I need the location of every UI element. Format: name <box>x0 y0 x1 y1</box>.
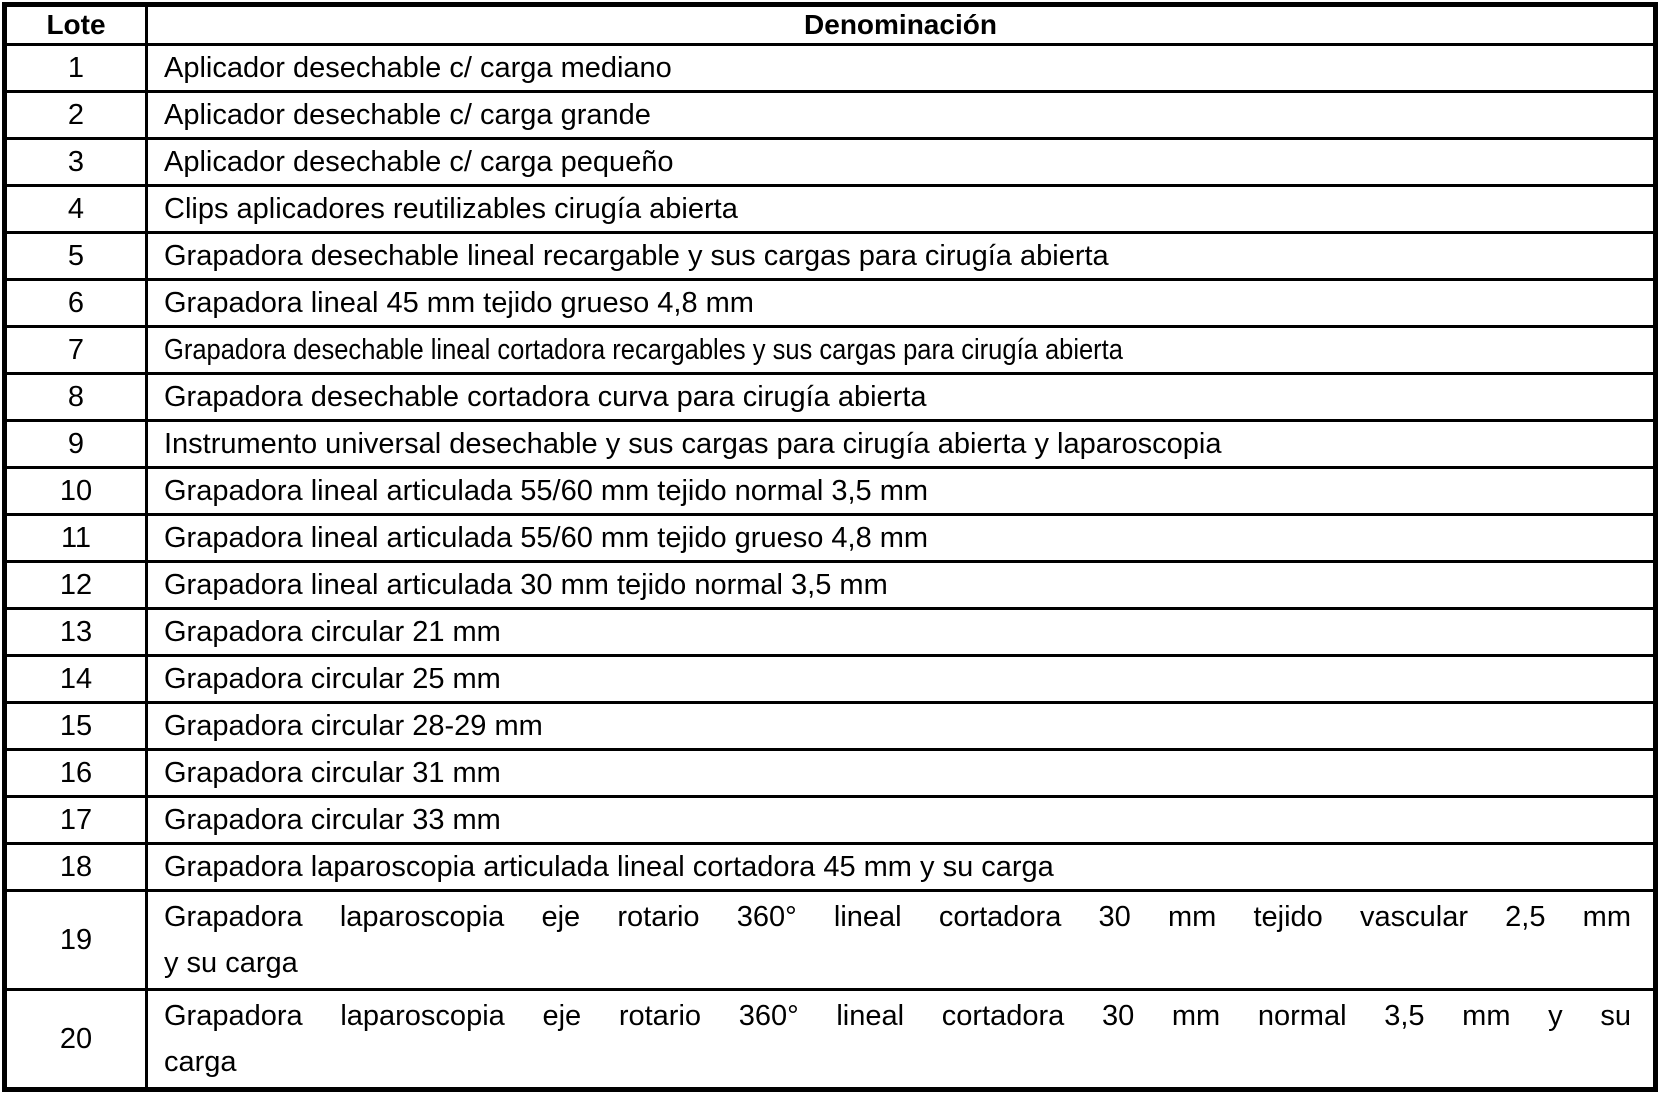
lote-cell: 14 <box>5 656 147 703</box>
denominacion-text: Grapadora circular 33 mm <box>164 804 501 836</box>
lote-cell: 10 <box>5 468 147 515</box>
denominacion-text: Grapadora desechable cortadora curva para cirugía abierta <box>164 381 927 413</box>
denominacion-text: Aplicador desechable c/ carga grande <box>164 99 651 131</box>
denominacion-cell <box>147 515 1656 562</box>
denominacion-cell <box>147 609 1656 656</box>
denominacion-text: Clips aplicadores reutilizables cirugía abierta <box>164 193 738 225</box>
table-row <box>5 990 1656 1090</box>
lote-cell: 8 <box>5 374 147 421</box>
lote-cell: 12 <box>5 562 147 609</box>
lote-cell: 19 <box>5 891 147 990</box>
table-row <box>5 233 1656 280</box>
denominacion-text: Grapadora desechable lineal recargable y sus cargas para cirugía abierta <box>164 240 1109 272</box>
denominacion-text: Grapadora circular 21 mm <box>164 616 501 648</box>
table-row <box>5 45 1656 92</box>
lote-cell: 5 <box>5 233 147 280</box>
denominacion-cell <box>147 703 1656 750</box>
denominacion-text: Grapadora lineal articulada 55/60 mm tejido grueso 4,8 mm <box>164 522 929 554</box>
denominacion-text: Grapadora desechable lineal cortadora recargables y sus cargas para cirugía abierta <box>164 334 1123 366</box>
denominacion-line: y su carga <box>164 947 298 979</box>
lote-cell: 2 <box>5 92 147 139</box>
denominacion-text: Instrumento universal desechable y sus cargas para cirugía abierta y laparoscopia <box>164 428 1222 460</box>
denominacion-text: Grapadora circular 31 mm <box>164 757 501 789</box>
lote-cell: 11 <box>5 515 147 562</box>
denominacion-line: Grapadora laparoscopia eje rotario 360° lineal cortadora 30 mm normal 3,5 mm y su <box>164 1000 1631 1032</box>
table-row <box>5 327 1656 374</box>
denominacion-cell <box>147 374 1656 421</box>
column-header-denominacion: Denominación <box>147 5 1656 45</box>
table-row <box>5 468 1656 515</box>
denominacion-text: Grapadora lineal 45 mm tejido grueso 4,8 mm <box>164 287 754 319</box>
lote-cell: 9 <box>5 421 147 468</box>
table-header <box>5 5 1656 45</box>
lote-cell: 16 <box>5 750 147 797</box>
lote-cell: 20 <box>5 990 147 1090</box>
denominacion-cell <box>147 468 1656 515</box>
lots-table <box>2 2 1658 1092</box>
table-row <box>5 609 1656 656</box>
denominacion-cell <box>147 797 1656 844</box>
table-row <box>5 797 1656 844</box>
table-row <box>5 374 1656 421</box>
lote-cell: 4 <box>5 186 147 233</box>
denominacion-line: Grapadora laparoscopia eje rotario 360° lineal cortadora 30 mm tejido vascular 2,5 mm <box>164 901 1631 933</box>
denominacion-text: Grapadora circular 28-29 mm <box>164 710 543 742</box>
denominacion-cell <box>147 139 1656 186</box>
denominacion-cell <box>147 186 1656 233</box>
denominacion-text: Grapadora circular 25 mm <box>164 663 501 695</box>
denominacion-cell <box>147 844 1656 891</box>
column-header-lote: Lote <box>5 5 147 45</box>
denominacion-cell <box>147 990 1656 1090</box>
table-row <box>5 186 1656 233</box>
denominacion-cell <box>147 891 1656 990</box>
denominacion-cell <box>147 327 1656 374</box>
denominacion-cell <box>147 562 1656 609</box>
denominacion-text: Aplicador desechable c/ carga pequeño <box>164 146 674 178</box>
table-row <box>5 656 1656 703</box>
denominacion-text: Grapadora lineal articulada 55/60 mm tejido normal 3,5 mm <box>164 475 929 507</box>
table-row <box>5 891 1656 990</box>
table-row <box>5 280 1656 327</box>
denominacion-cell <box>147 421 1656 468</box>
table-row <box>5 139 1656 186</box>
denominacion-text: Grapadora laparoscopia articulada lineal cortadora 45 mm y su carga <box>164 851 1054 883</box>
lote-cell: 3 <box>5 139 147 186</box>
table-row <box>5 92 1656 139</box>
denominacion-text: Grapadora lineal articulada 30 mm tejido normal 3,5 mm <box>164 569 888 601</box>
header-row <box>5 5 1656 45</box>
table-row <box>5 562 1656 609</box>
lote-cell: 15 <box>5 703 147 750</box>
denominacion-cell <box>147 45 1656 92</box>
lote-cell: 1 <box>5 45 147 92</box>
lote-cell: 13 <box>5 609 147 656</box>
denominacion-text: Aplicador desechable c/ carga mediano <box>164 52 672 84</box>
table-row <box>5 515 1656 562</box>
denominacion-cell <box>147 233 1656 280</box>
denominacion-cell <box>147 92 1656 139</box>
denominacion-cell <box>147 750 1656 797</box>
table-row <box>5 703 1656 750</box>
lote-cell: 6 <box>5 280 147 327</box>
table-row <box>5 750 1656 797</box>
table-row <box>5 421 1656 468</box>
table-row <box>5 844 1656 891</box>
lote-cell: 17 <box>5 797 147 844</box>
denominacion-line: carga <box>164 1046 237 1078</box>
table-body <box>5 45 1656 1090</box>
denominacion-cell <box>147 656 1656 703</box>
denominacion-cell <box>147 280 1656 327</box>
lote-cell: 18 <box>5 844 147 891</box>
lote-cell: 7 <box>5 327 147 374</box>
